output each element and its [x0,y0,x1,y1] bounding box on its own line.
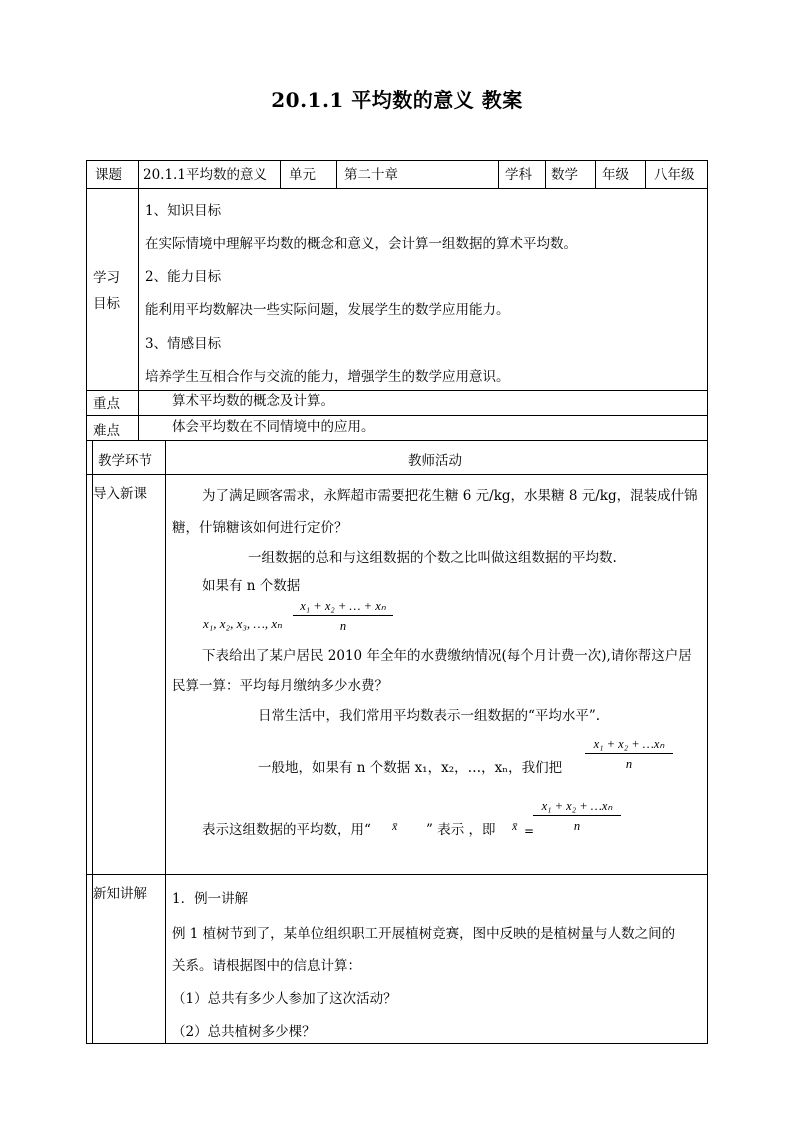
header-subject-value: 数学 [551,167,578,183]
intro-paragraph-1b: 糖，什锦糖该如何进行定价？ [172,520,348,536]
mean-definition: 一组数据的总和与这组数据的个数之比叫做这组数据的平均数. [248,550,617,566]
notation-formula-denominator: n [573,819,581,833]
teacher-activity-header: 教师活动 [408,453,462,469]
example-1-text-a: 例 1 植树节到了，某单位组织职工开展植树竞赛，图中反映的是植树量与人数之间的 [172,926,676,942]
header-unit-value: 第二十章 [344,167,398,183]
general-formula-denominator: n [625,757,633,771]
general-formula-fraction [585,736,673,772]
key-point-label: 重点 [93,396,120,412]
header-grade-value: 八年级 [654,167,695,183]
equals-sign: = [524,824,535,838]
mean-formula-fraction [293,598,393,634]
difficulty-text: 体会平均数在不同情境中的应用。 [172,419,375,435]
emotion-goal-title: 3、情感目标 [145,336,222,352]
objectives-label-line2: 目标 [93,296,120,312]
question-2: （2）总共植树多少棵？ [172,1024,316,1040]
x-bar-symbol-2: x̄ [512,819,518,833]
x-bar-symbol: x̄ [392,819,398,833]
average-level-sentence: 日常生活中，我们常用平均数表示一组数据的“平均水平”. [258,708,601,724]
question-1: （1）总共有多少人参加了这次活动？ [172,991,397,1007]
header-topic-label: 课题 [95,167,122,183]
header-subject-label: 学科 [505,167,532,183]
general-definition-sentence: 一般地，如果有 n 个数据 x₁，x₂，…，xₙ，我们把 [258,760,563,776]
intro-paragraph-1a: 为了满足顾客需求，永辉超市需要把花生糖 6 元/kg，水果糖 8 元/kg，混装成什锦 [202,488,698,504]
water-fee-paragraph-a: 下表给出了某户居民 2010 年全年的水费缴纳情况(每个月计费一次),请你帮这户居 [202,648,692,664]
key-point-text: 算术平均数的概念及计算。 [172,393,334,409]
notation-formula-fraction [533,798,621,834]
difficulty-label: 难点 [93,423,120,439]
knowledge-goal-title: 1、知识目标 [145,203,222,219]
notation-sentence-b: ” 表示 ，即 [426,822,496,838]
ability-goal-title: 2、能力目标 [145,269,222,285]
new-knowledge-label: 新知讲解 [93,886,147,902]
ability-goal-text: 能利用平均数解决一些实际问题，发展学生的数学应用能力。 [145,302,510,318]
objectives-label-line1: 学习 [93,270,120,286]
teaching-stage-header: 教学环节 [98,453,152,469]
example-1-text-b: 关系。请根据图中的信息计算： [172,958,361,974]
document-title: 20.1.1 平均数的意义 教案 [271,88,523,112]
mean-formula-denominator: n [339,619,347,633]
notation-sentence-a: 表示这组数据的平均数，用“ [202,822,371,838]
water-fee-paragraph-b: 民算一算：平均每月缴纳多少水费？ [172,678,388,694]
intro-label: 导入新课 [93,486,147,502]
header-unit-label: 单元 [289,167,316,183]
example-heading: 1．例一讲解 [172,891,249,907]
mean-formula-numerator: x₁ + x₂ + … + xₙ [293,598,393,616]
data-list-formula: x₁, x₂, x₃, …, xₙ [203,616,283,631]
knowledge-goal-text: 在实际情境中理解平均数的概念和意义，会计算一组数据的算术平均数。 [145,236,577,252]
emotion-goal-text: 培养学生互相合作与交流的能力，增强学生的数学应用意识。 [145,369,510,385]
header-topic-value: 20.1.1平均数的意义 [143,167,267,183]
notation-formula-numerator: x₁ + x₂ + …xₙ [533,798,621,816]
header-grade-label: 年级 [602,167,629,183]
intro-data-count: 如果有 n 个数据 [202,578,301,594]
general-formula-numerator: x₁ + x₂ + …xₙ [585,736,673,754]
